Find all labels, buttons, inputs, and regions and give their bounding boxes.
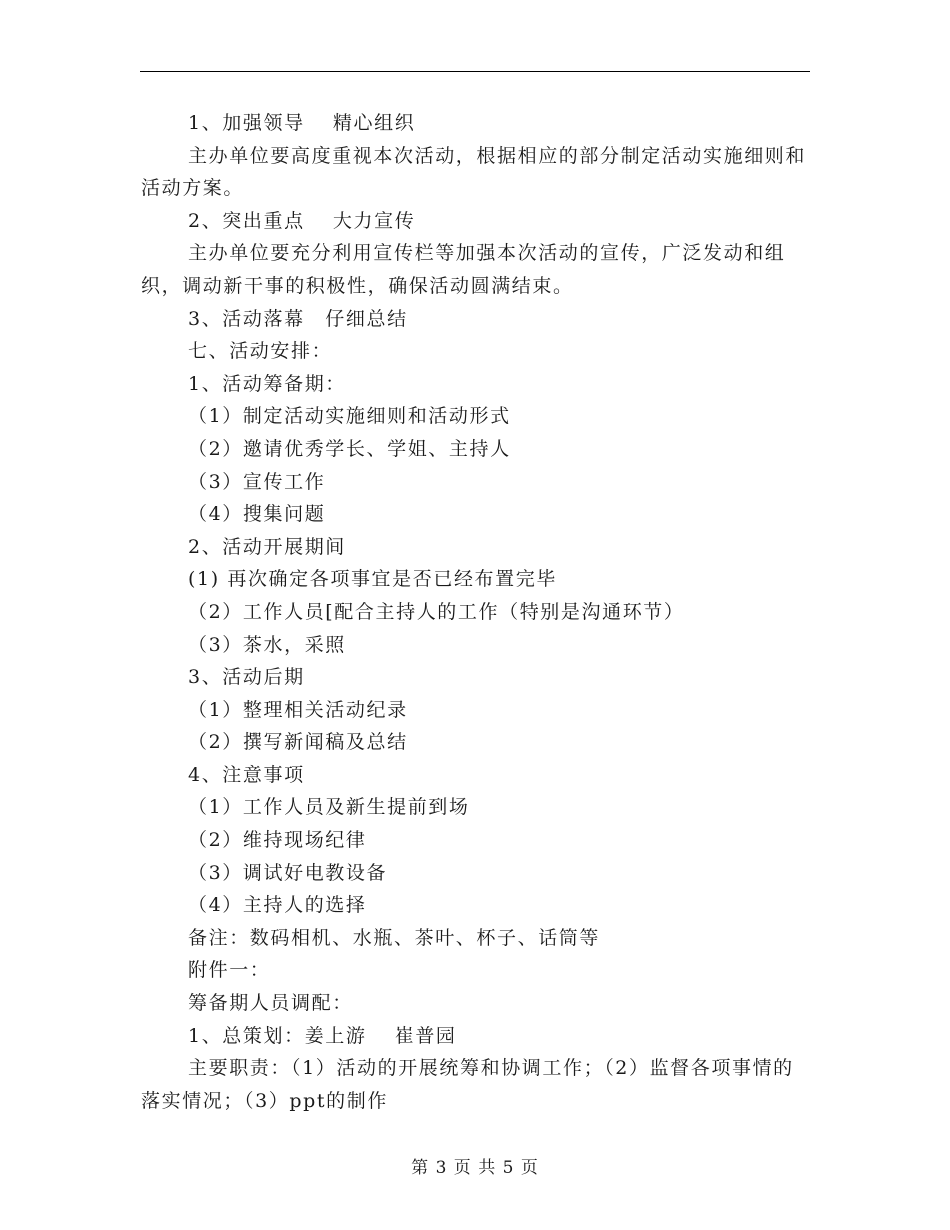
list-item: （1）工作人员及新生提前到场	[188, 796, 470, 819]
heading-line: 3、活动后期	[188, 666, 305, 689]
list-item: （4）主持人的选择	[188, 894, 367, 917]
list-item: （3）茶水，采照	[188, 633, 346, 656]
list-item: （1）制定活动实施细则和活动形式	[188, 405, 511, 428]
document-body	[141, 107, 813, 1117]
paragraph: 主办单位要高度重视本次活动，根据相应的部分制定活动实施细则和活动方案。	[141, 144, 807, 200]
heading-line: 2、突出重点 大力宣传	[188, 209, 416, 232]
heading-line: 1、总策划：姜上游 崔普园	[188, 1024, 457, 1047]
list-item: （2）撰写新闻稿及总结	[188, 731, 408, 754]
heading-line: 七、活动安排：	[188, 340, 333, 363]
heading-line: 2、活动开展期间	[188, 535, 346, 558]
list-item: （2）邀请优秀学长、学姐、主持人	[188, 437, 511, 460]
heading-line: 1、活动筹备期：	[188, 372, 346, 395]
list-item: （3）宣传工作	[188, 470, 326, 493]
page-footer: 第 3 页 共 5 页	[411, 1158, 539, 1178]
heading-line: 备注：数码相机、水瓶、茶叶、杯子、话筒等	[188, 926, 601, 949]
list-item: (1) 再次确定各项事宜是否已经布置完毕	[188, 568, 557, 591]
list-item: （2）工作人员[配合主持人的工作（特别是沟通环节）	[188, 600, 685, 623]
heading-line: 附件一：	[188, 959, 271, 982]
paragraph: 主要职责：（1）活动的开展统筹和协调工作；（2）监督各项事情的落实情况；（3）ppt的制作	[141, 1057, 794, 1112]
list-item: （3）调试好电教设备	[188, 861, 388, 884]
list-item: （4）搜集问题	[188, 503, 326, 526]
heading-line: 3、活动落幕 仔细总结	[188, 307, 408, 330]
heading-line: 1、加强领导 精心组织	[188, 112, 416, 134]
heading-line: 筹备期人员调配：	[188, 992, 353, 1015]
list-item: （1）整理相关活动纪录	[188, 698, 408, 721]
header-rule	[140, 71, 810, 72]
heading-line: 4、注意事项	[188, 763, 305, 786]
list-item: （2）维持现场纪律	[188, 829, 367, 852]
paragraph: 主办单位要充分利用宣传栏等加强本次活动的宣传，广泛发动和组织，调动新干事的积极性，确保活动圆满结束。	[141, 242, 786, 297]
